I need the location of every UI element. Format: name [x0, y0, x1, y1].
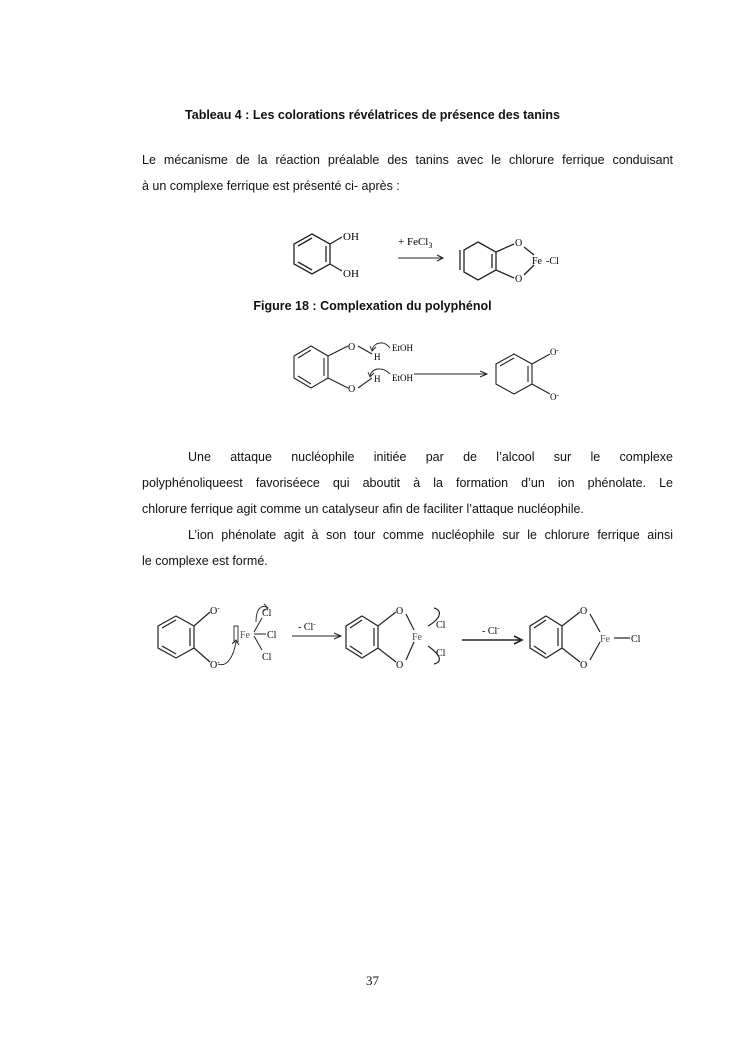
arrow-step-1	[292, 633, 341, 639]
arrow-step-2	[462, 636, 522, 644]
start-fe: Fe	[240, 630, 250, 641]
phenolate-o-top: O-	[550, 346, 559, 357]
mid-o-bottom: O	[396, 660, 404, 671]
figure-18-scheme	[280, 222, 580, 287]
catechol-ring	[294, 346, 372, 388]
o-bottom-label: O	[348, 384, 356, 395]
start-cl-1: Cl	[262, 608, 272, 619]
figure-18-caption: Figure 18 : Complexation du polyphénol	[253, 299, 492, 313]
start-cl-3: Cl	[262, 652, 272, 663]
fecl3-bonds	[254, 618, 266, 650]
phenolate-start	[158, 612, 210, 662]
h-bottom-label: H	[374, 374, 381, 384]
oh-top-label: OH	[343, 231, 359, 243]
complex-o-top: O	[515, 238, 523, 249]
intro-line-2: à un complexe ferrique est présenté ci- après :	[142, 179, 400, 193]
mid-cl-2: Cl	[436, 648, 446, 659]
complex-cl: -Cl	[546, 256, 559, 267]
paragraph-2	[142, 444, 673, 522]
intro-paragraph	[142, 147, 673, 199]
start-o-bottom: O-	[210, 658, 220, 671]
start-o-top: O-	[210, 604, 220, 617]
etoh-top-label: EtOH	[392, 343, 413, 353]
phenolate-o-bottom: O-	[550, 391, 559, 402]
reaction-arrow-2	[414, 371, 487, 377]
fe-complex-molecule	[460, 242, 534, 280]
prod-fe: Fe	[600, 634, 610, 645]
etoh-bottom-label: EtOH	[392, 373, 413, 383]
final-complex	[530, 612, 630, 662]
mid-cl-1: Cl	[436, 620, 446, 631]
complex-o-bottom: O	[515, 274, 523, 285]
paragraph-2-line-3: chlorure ferrique agit comme un catalyseur afin de faciliter l’attaque nucléophile.	[142, 502, 584, 516]
complex-fe: Fe	[532, 256, 542, 267]
loss-cl-2: - Cl-	[482, 624, 500, 637]
prod-o-top: O	[580, 606, 588, 617]
reagent-label: + FeCl$_3$	[398, 236, 433, 250]
loss-cl-1: - Cl-	[298, 620, 316, 633]
complex-formation-scheme	[152, 598, 652, 678]
paragraph-2-line-2: polyphénoliqueest favoriséece qui aboutit à la formation d’un ion phénolate. Le	[142, 476, 673, 490]
page-number: 37	[366, 973, 379, 988]
paragraph-3	[142, 522, 673, 574]
paragraph-3-line-1: L’ion phénolate agit à son tour comme nucléophile sur le chlorure ferrique ainsi	[188, 528, 673, 542]
catechol-molecule	[294, 234, 342, 274]
prod-cl: Cl	[631, 634, 641, 645]
reaction-arrow	[398, 255, 443, 261]
h-top-label: H	[374, 352, 381, 362]
oh-bottom-label: OH	[343, 268, 359, 280]
intermediate-complex	[346, 608, 439, 664]
deprotonation-scheme	[286, 334, 576, 406]
mid-o-top: O	[396, 606, 404, 617]
table-caption: Tableau 4 : Les colorations révélatrices de présence des tanins	[185, 108, 560, 122]
paragraph-2-line-1: Une attaque nucléophile initiée par de l’alcool sur le complexe	[188, 450, 673, 464]
paragraph-3-line-2: le complexe est formé.	[142, 554, 268, 568]
mid-fe: Fe	[412, 632, 422, 643]
intro-line-1: Le mécanisme de la réaction préalable des tanins avec le chlorure ferrique conduisant	[142, 153, 673, 167]
start-cl-2: Cl	[267, 630, 277, 641]
o-top-label: O	[348, 342, 356, 353]
phenolate-ring	[496, 354, 550, 394]
prod-o-bottom: O	[580, 660, 588, 671]
